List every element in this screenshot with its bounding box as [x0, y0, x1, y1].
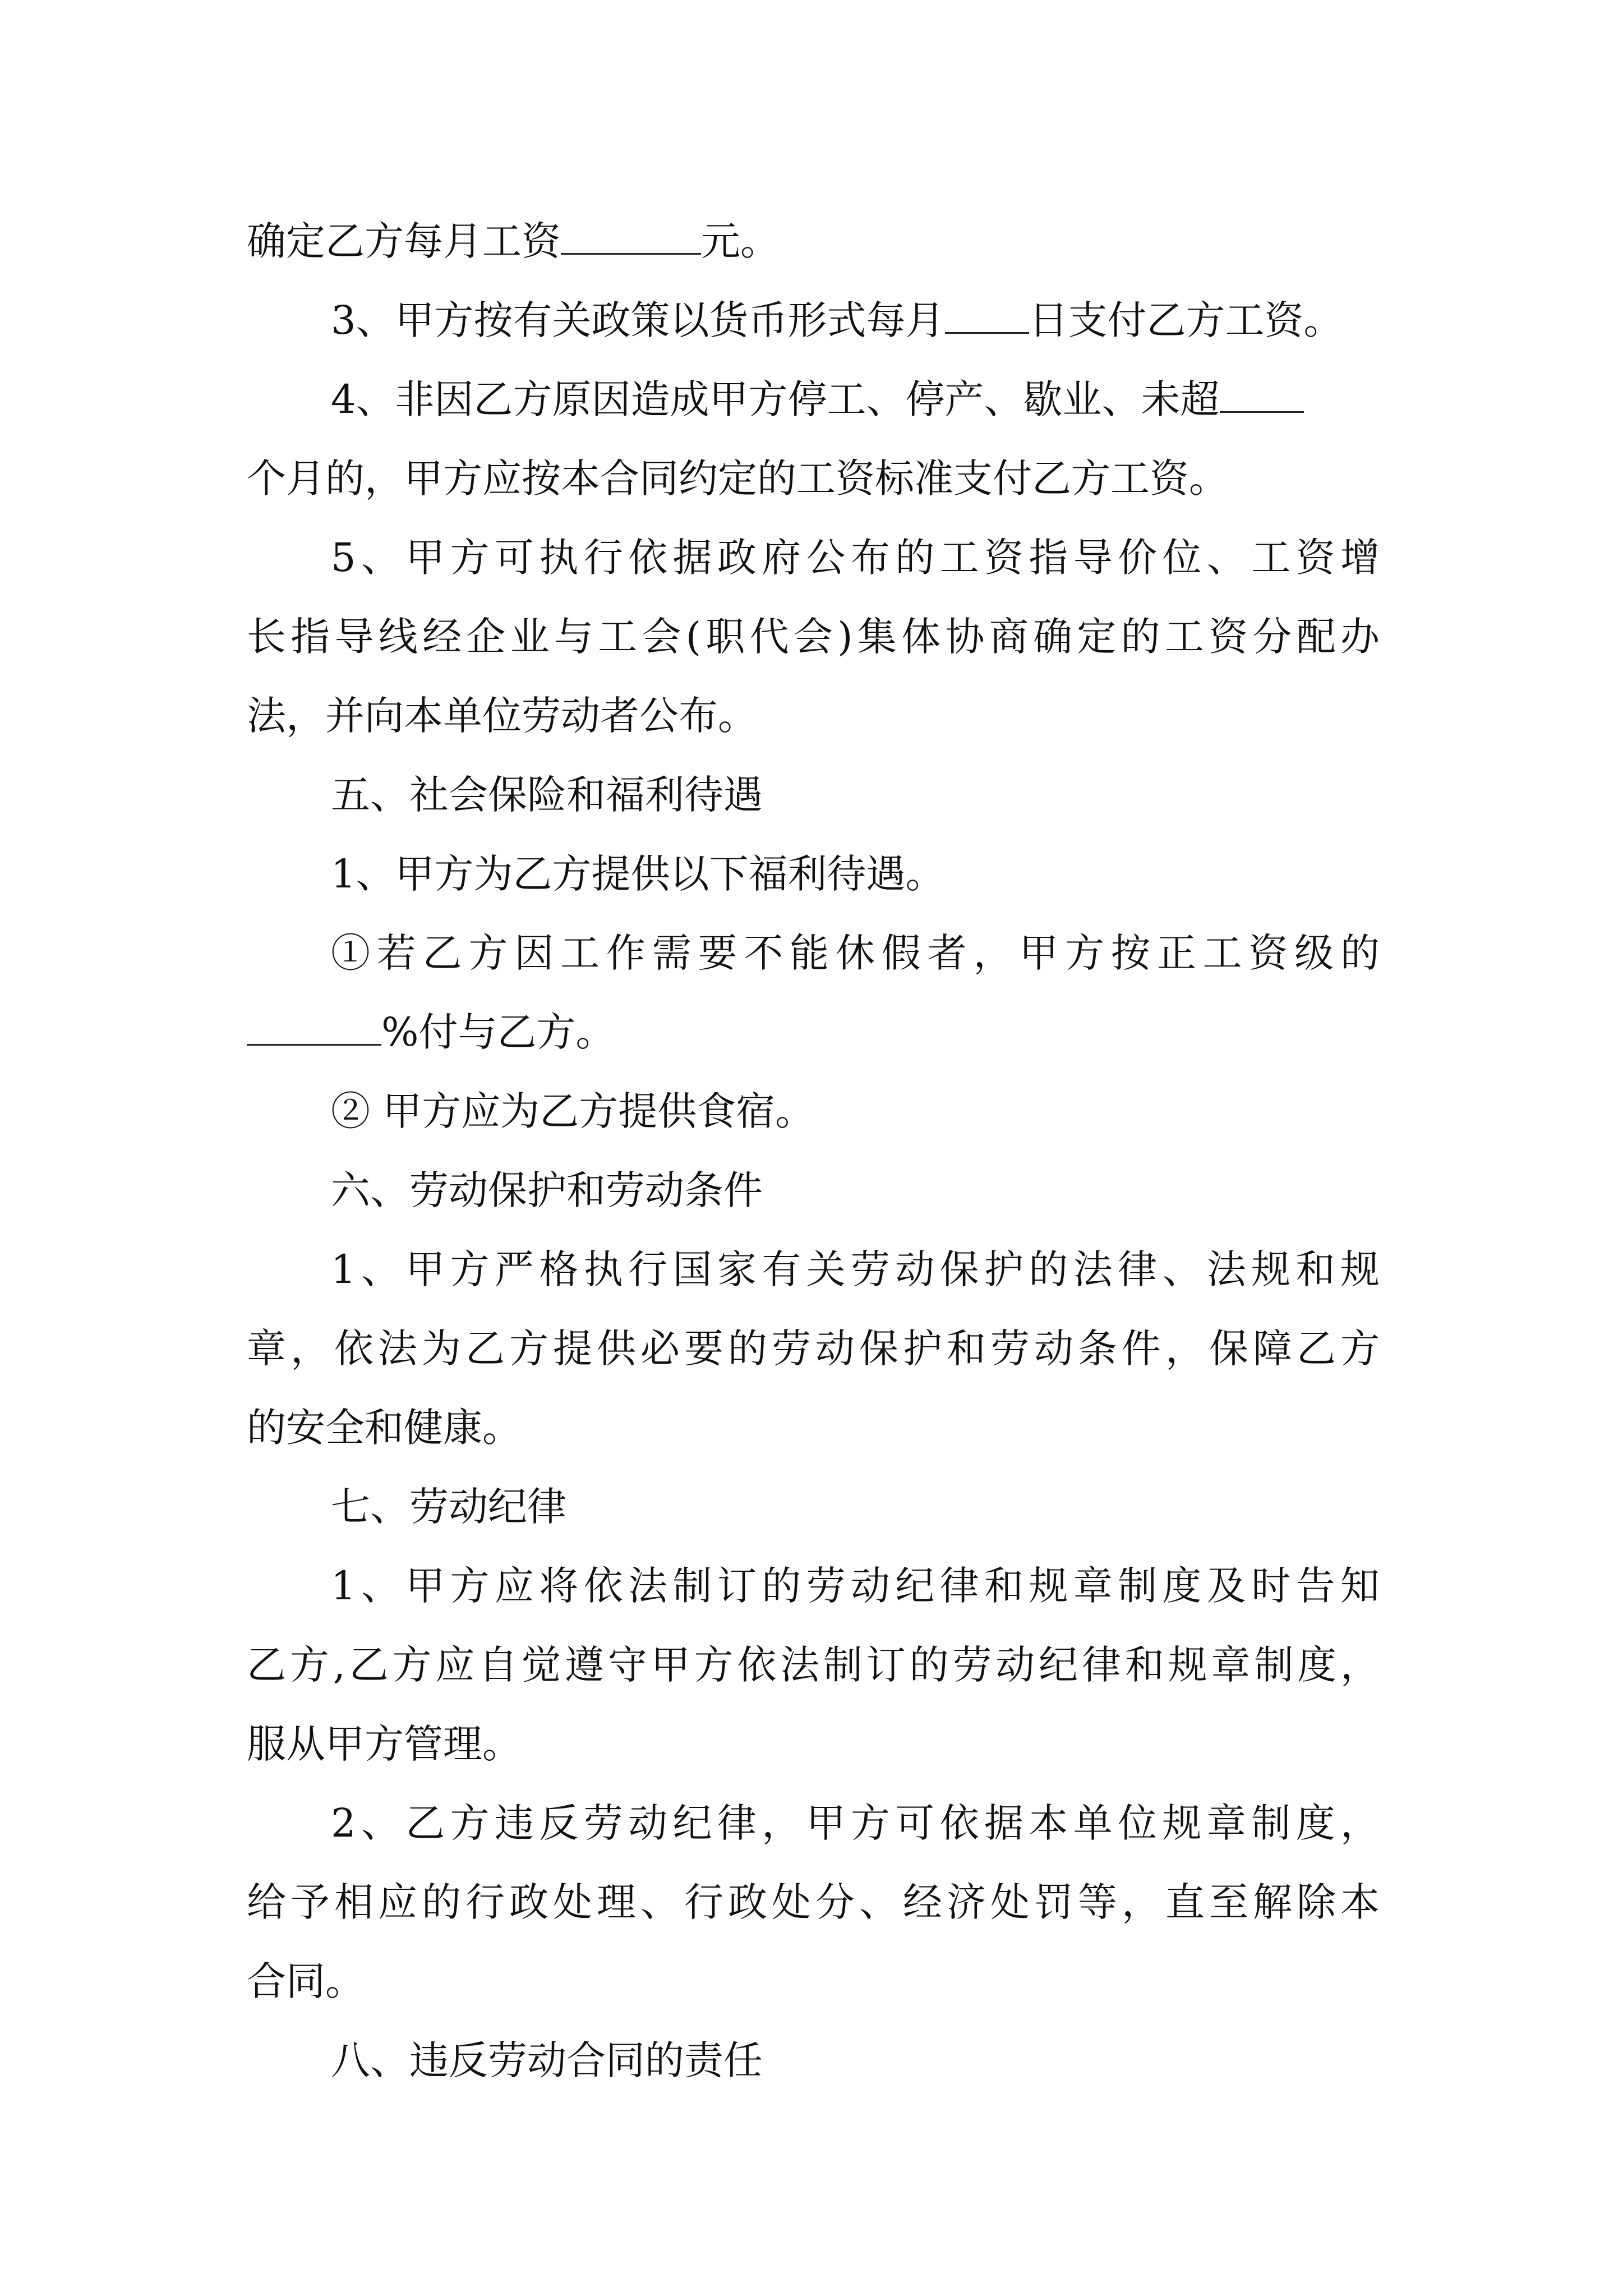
text-line: 合同。 [247, 1958, 365, 2004]
section-heading: 八、违反劳动合同的责任 [331, 2037, 763, 2083]
section-heading: 七、劳动纪律 [331, 1484, 566, 1530]
text-line: 4、非因乙方原因造成甲方停工、停产、歇业、未超 [331, 371, 1380, 427]
section-heading: 五、社会保险和福利待遇 [331, 772, 763, 818]
text-line: 服从甲方管理。 [247, 1721, 522, 1767]
text-line: 确定乙方每月工资 元。 [247, 218, 780, 264]
text-line: 章，依法为乙方提供必要的劳动保护和劳动条件，保障乙方 [247, 1326, 1380, 1372]
section-heading: 六、劳动保护和劳动条件 [331, 1167, 763, 1213]
text-line: %付与乙方。 [247, 1004, 1380, 1060]
fill-in-blank [561, 252, 701, 255]
text-line: ①若乙方因工作需要不能休假者，甲方按正工资级的 [331, 930, 1380, 976]
fill-in-blank [945, 332, 1029, 334]
text-line: 1、甲方严格执行国家有关劳动保护的法律、法规和规 [331, 1246, 1380, 1292]
text-line: 3、甲方按有关政策以货币形式每月 日支付乙方工资。 [331, 297, 1343, 343]
text-line: 乙方,乙方应自觉遵守甲方依法制订的劳动纪律和规章制度， [247, 1642, 1380, 1688]
text-line: 法，并向本单位劳动者公布。 [247, 693, 757, 739]
text-line: 1、甲方应将依法制订的劳动纪律和规章制度及时告知 [331, 1563, 1380, 1609]
text-line: 的安全和健康。 [247, 1405, 522, 1451]
text-line: 5、甲方可执行依据政府公布的工资指导价位、工资增 [331, 535, 1380, 581]
text-line: ② 甲方应为乙方提供食宿。 [331, 1088, 815, 1134]
text-line: 1、甲方为乙方提供以下福利待遇。 [331, 851, 945, 897]
text-line: 长指导线经企业与工会(职代会)集体协商确定的工资分配办 [247, 614, 1380, 660]
text-line: 2、乙方违反劳动纪律，甲方可依据本单位规章制度， [331, 1800, 1380, 1846]
text-line: 给予相应的行政处理、行政处分、经济处罚等，直至解除本 [247, 1879, 1380, 1925]
fill-in-blank [1220, 411, 1304, 413]
fill-in-blank [247, 1043, 381, 1046]
text-line: 个月的，甲方应按本合同约定的工资标准支付乙方工资。 [247, 455, 1228, 501]
